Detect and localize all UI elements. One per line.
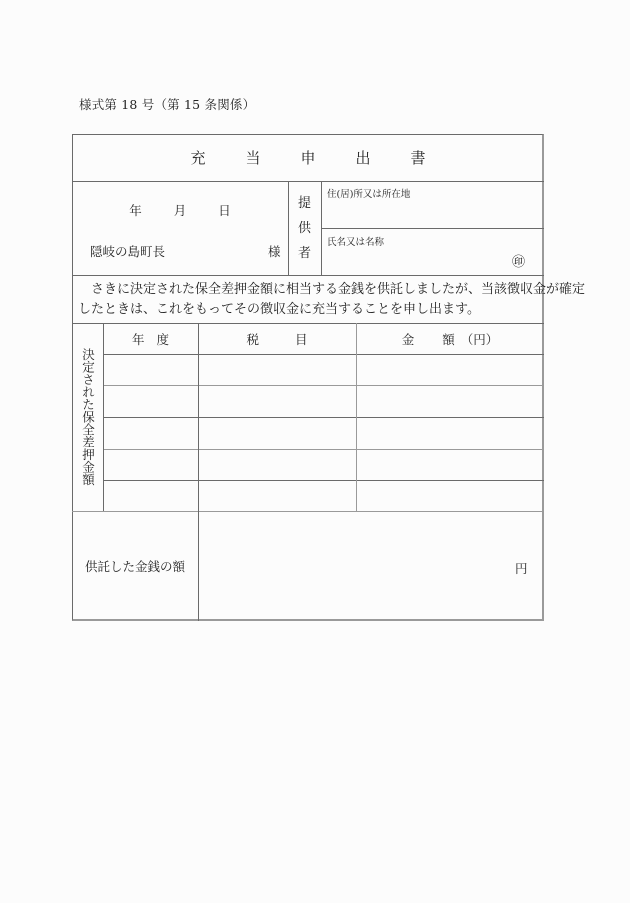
title-char: 当 <box>245 149 261 167</box>
addressee: 隠岐の島町長 <box>90 244 166 259</box>
title-char: 申 <box>300 149 316 167</box>
title-char: 充 <box>190 149 206 167</box>
statement-text <box>72 275 586 323</box>
tax-item-cell[interactable] <box>199 355 355 384</box>
seal-icon: ㊞ <box>512 255 526 270</box>
header-char: 額 <box>442 331 455 347</box>
deposit-label-text: 供託した金銭の額 <box>84 559 185 574</box>
amount-cell[interactable] <box>357 418 543 448</box>
provider-label <box>288 181 321 275</box>
header-char: 目 <box>295 331 308 347</box>
address-label: 住(居)所又は所在地 <box>327 189 411 200</box>
address-field[interactable] <box>322 198 543 227</box>
deposit-amount-field[interactable] <box>199 512 509 620</box>
day-label: 日 <box>218 203 231 218</box>
header-char: 年 <box>131 331 145 347</box>
deposit-amount-label <box>72 511 198 621</box>
date-field[interactable] <box>72 201 288 219</box>
provider-char: 者 <box>297 245 311 261</box>
title-char: 出 <box>355 149 371 167</box>
tax-item-cell[interactable] <box>199 418 355 448</box>
fiscal-year-cell[interactable] <box>104 481 197 510</box>
amount-cell[interactable] <box>357 481 543 510</box>
amount-cell[interactable] <box>357 355 543 384</box>
honorific: 様 <box>268 244 281 259</box>
name-field[interactable] <box>322 246 507 274</box>
header-char: （円） <box>460 331 499 347</box>
provider-char: 供 <box>297 220 311 236</box>
column-header-tax-item <box>198 323 356 354</box>
statement-line: さきに決定された保全差押金額に相当する金銭を供託しましたが、当該徴収金が確定 <box>78 282 586 297</box>
fiscal-year-cell[interactable] <box>104 418 197 448</box>
fiscal-year-cell[interactable] <box>104 450 197 479</box>
column-header-amount <box>356 323 544 354</box>
name-label: 氏名又は名称 <box>327 237 385 248</box>
title-char: 書 <box>410 149 426 167</box>
amount-cell[interactable] <box>357 450 543 479</box>
amount-cell[interactable] <box>357 386 543 416</box>
year-label: 年 <box>129 203 142 218</box>
divider <box>321 228 544 229</box>
fiscal-year-cell[interactable] <box>104 386 197 416</box>
form-number: 様式第 18 号（第 15 条関係） <box>79 97 256 112</box>
tax-item-cell[interactable] <box>199 450 355 479</box>
statement-line: したときは、これをもってその徴収金に充当することを申し出ます。 <box>78 302 480 317</box>
fiscal-year-cell[interactable] <box>104 355 197 384</box>
yen-unit: 円 <box>515 561 528 576</box>
tax-item-cell[interactable] <box>199 481 355 510</box>
header-char: 税 <box>246 331 259 347</box>
column-header-fiscal-year <box>103 323 198 354</box>
tax-item-cell[interactable] <box>199 386 355 416</box>
vertical-label-text: 決定された保全差押金額 <box>80 348 96 486</box>
seizure-amount-label <box>72 323 103 511</box>
header-char: 度 <box>156 331 170 347</box>
month-label: 月 <box>173 203 187 218</box>
header-char: 金 <box>401 331 415 347</box>
provider-char: 提 <box>297 195 311 211</box>
form-title <box>72 134 544 181</box>
